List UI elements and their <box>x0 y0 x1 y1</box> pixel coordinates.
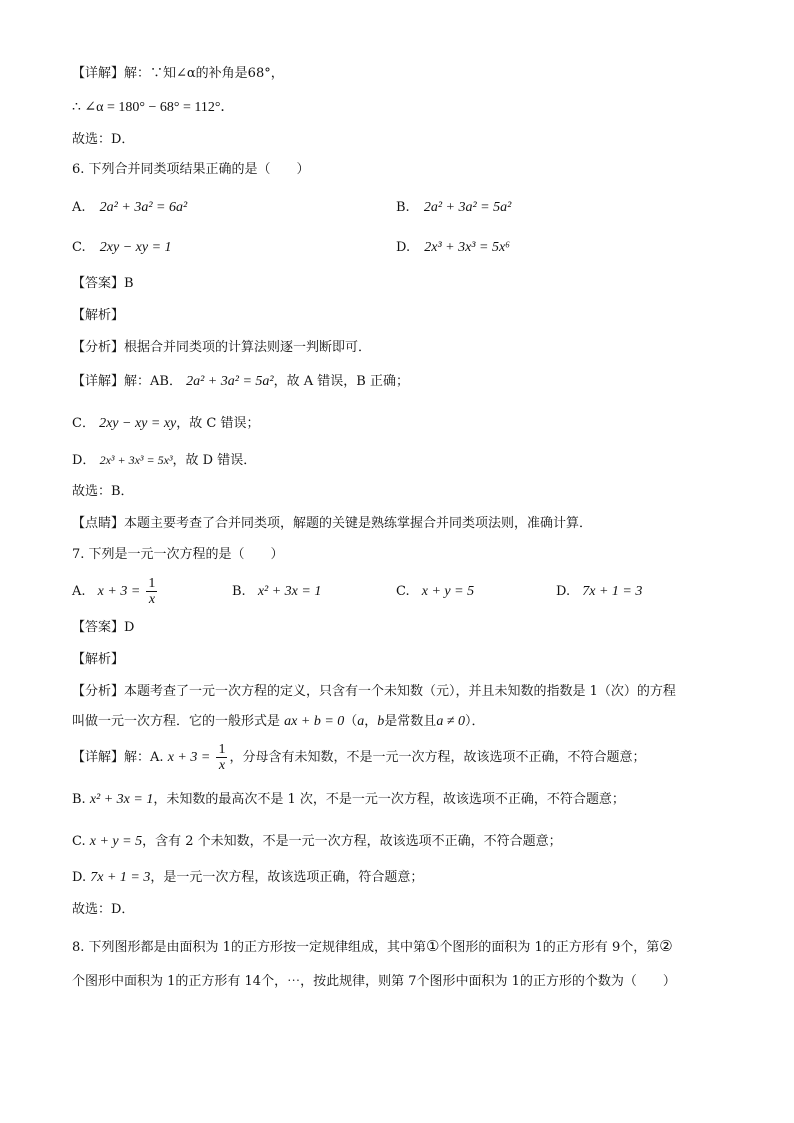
q7-detail-a <box>72 742 645 774</box>
q7-fenxi-line2 <box>72 712 485 732</box>
q6-answer <box>72 274 134 294</box>
option-label: C. <box>396 584 410 599</box>
fraction <box>216 742 227 773</box>
option-label: A. <box>72 584 86 599</box>
q6-option-c <box>72 238 172 258</box>
q7-fenxi-line1 <box>72 682 676 702</box>
detail-expr: x + y = 5 <box>89 834 143 849</box>
fenxi-text: ， <box>364 714 378 729</box>
option-label: B. <box>396 200 410 215</box>
option-expr: 2x³ + 3x³ = 5x⁶ <box>424 240 511 255</box>
detail-expr: 7x + 1 = 3 <box>90 870 151 885</box>
fraction <box>146 576 157 607</box>
detail-prefix: 解：A. <box>124 750 164 765</box>
q5-calc: ∴ ∠α = 180° − 68° = 112°． <box>72 100 235 115</box>
q7-option-d <box>556 582 642 602</box>
detail-prefix: D. <box>72 870 87 885</box>
fenxi-text: （ <box>344 714 358 729</box>
q8-stem-line2: 个图形中面积为 1的正方形有 14个，⋯，按此规律，则第 7个图形中面积为 1的正方形的个数为（ ） <box>72 974 676 989</box>
fenxi-text: 是常数且 <box>384 714 437 729</box>
detail-suffix: ，分母含有未知数，不是一元一次方程，故该选项不正确，不符合题意； <box>229 750 646 765</box>
q7-choice: 故选：D． <box>72 902 135 917</box>
q7-answer <box>72 618 134 638</box>
option-expr: x + y = 5 <box>421 584 475 599</box>
fenxi-tag: 【分析】 <box>72 684 125 699</box>
option-label: D. <box>556 584 571 599</box>
answer-value: D <box>124 620 135 635</box>
option-label: B. <box>232 584 246 599</box>
q7-analysis-tag: 【解析】 <box>72 652 125 667</box>
fenxi-text: ）． <box>465 714 485 729</box>
q7-detail-d <box>72 868 423 888</box>
circled-two: ② <box>659 937 673 955</box>
option-expr: 2xy − xy = 1 <box>99 240 172 255</box>
circled-one: ① <box>425 937 440 955</box>
detail-suffix: ，未知数的最高次不是 1 次，不是一元一次方程，故该选项不正确，不符合题意； <box>153 792 625 807</box>
var-a: a <box>357 714 365 729</box>
detail-suffix: ，是一元一次方程，故该选项正确，符合题意； <box>150 870 424 885</box>
q7-option-c <box>396 582 474 602</box>
q6-detail-c <box>72 414 260 434</box>
detail-prefix: B. <box>72 792 86 807</box>
general-form: ax + b = 0 <box>284 714 345 729</box>
detail-prefix: 解：AB． <box>124 374 182 389</box>
option-expr: 2a² + 3a² = 6a² <box>99 200 188 215</box>
detail-expr: 2xy − xy = xy <box>99 416 177 431</box>
q8-stem-line1 <box>72 936 673 958</box>
q6-fenxi <box>72 338 371 358</box>
detail-tag: 【详解】 <box>72 374 125 389</box>
fenxi-text: 本题考查了一元一次方程的定义，只含有一个未知数（元），并且未知数的指数是 1（次）的方程 <box>124 684 676 699</box>
detail-tag: 【详解】 <box>72 750 125 765</box>
q6-stem: 6. 下列合并同类项结果正确的是（ ） <box>72 162 310 177</box>
detail-expr: x² + 3x = 1 <box>89 792 154 807</box>
q6-choice: 故选：B． <box>72 484 134 499</box>
fraction-denominator: x <box>148 592 156 607</box>
option-label: A. <box>72 200 86 215</box>
q7-stem: 7. 下列是一元一次方程的是（ ） <box>72 547 284 562</box>
answer-tag: 【答案】 <box>72 620 125 635</box>
fenxi-text: 叫做一元一次方程．它的一般形式是 <box>72 714 281 729</box>
condition: a ≠ 0 <box>436 714 465 729</box>
q8-text: 个图形的面积为 1的正方形有 9个，第 <box>439 940 660 955</box>
q6-option-a <box>72 198 187 218</box>
option-label: C. <box>72 240 86 255</box>
dianjing-text: 本题主要考查了合并同类项，解题的关键是熟练掌握合并同类项法则，准确计算． <box>124 516 593 531</box>
q7-option-b <box>232 582 321 602</box>
detail-lhs: x + 3 = <box>167 750 211 765</box>
q6-detail-ab <box>72 372 409 392</box>
answer-tag: 【答案】 <box>72 276 125 291</box>
q6-option-b <box>396 198 511 218</box>
detail-prefix: C. <box>72 834 86 849</box>
option-expr: 2a² + 3a² = 5a² <box>423 200 512 215</box>
option-label: D. <box>396 240 411 255</box>
q7-detail-c <box>72 832 562 852</box>
option-expr: x² + 3x = 1 <box>257 584 322 599</box>
fraction-numerator: 1 <box>148 576 156 591</box>
detail-expr: 2x³ + 3x³ = 5x³ <box>99 453 173 467</box>
detail-prefix: D． <box>72 453 96 468</box>
fraction-denominator: x <box>218 758 226 773</box>
answer-value: B <box>124 276 134 291</box>
detail-text: 解：∵知∠α的补角是68°， <box>124 66 284 81</box>
detail-tag: 【详解】 <box>72 66 125 81</box>
q6-analysis-tag: 【解析】 <box>72 308 125 323</box>
option-expr: 7x + 1 = 3 <box>582 584 643 599</box>
option-lhs: x + 3 = <box>97 584 141 599</box>
detail-suffix: ，故 A 错误，B 正确； <box>273 374 409 389</box>
q6-detail-d <box>72 450 256 471</box>
q5-choice: 故选：D． <box>72 132 135 147</box>
fenxi-tag: 【分析】 <box>72 340 125 355</box>
detail-expr: 2a² + 3a² = 5a² <box>186 374 274 389</box>
fraction-numerator: 1 <box>218 742 226 757</box>
detail-prefix: C． <box>72 416 95 431</box>
var-b: b <box>377 714 385 729</box>
detail-suffix: ，故 C 错误； <box>176 416 260 431</box>
q8-text: 8. 下列图形都是由面积为 1的正方形按一定规律组成，其中第 <box>72 940 426 955</box>
q7-detail-b <box>72 790 625 810</box>
q6-dianjing <box>72 514 592 534</box>
detail-suffix: ，故 D 错误． <box>172 453 257 468</box>
q5-detail-line <box>72 64 284 84</box>
fenxi-text: 根据合并同类项的计算法则逐一判断即可． <box>124 340 372 355</box>
q7-option-a <box>72 576 159 607</box>
detail-suffix: ，含有 2 个未知数，不是一元一次方程，故该选项不正确，不符合题意； <box>142 834 562 849</box>
dianjing-tag: 【点睛】 <box>72 516 125 531</box>
q6-option-d <box>396 238 510 258</box>
